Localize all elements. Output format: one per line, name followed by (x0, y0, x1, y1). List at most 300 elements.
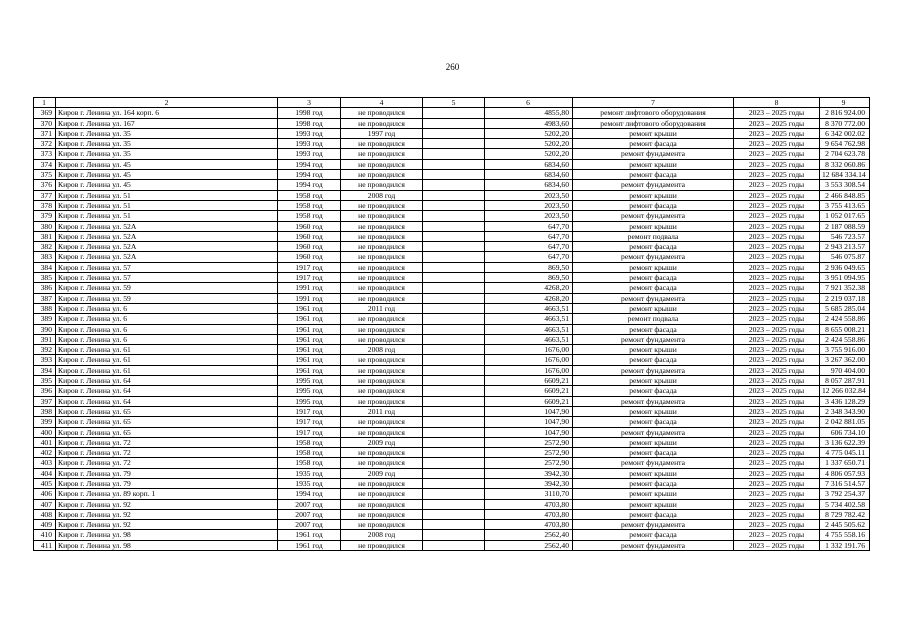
empty-cell (423, 273, 485, 283)
cost-cell: 1 052 017.65 (820, 211, 870, 221)
address-cell: Киров г. Ленина ул. 57 (56, 262, 278, 272)
table-row (34, 448, 870, 458)
build-year-cell: 1958 год (278, 437, 341, 447)
area-cell: 869,50 (485, 273, 573, 283)
address-cell: Киров г. Ленина ул. 52А (56, 231, 278, 241)
work-type-cell: ремонт фасада (573, 170, 734, 180)
cost-cell: 6 342 002.02 (820, 128, 870, 138)
period-cell: 2023 – 2025 годы (734, 314, 820, 324)
area-cell: 6609,21 (485, 396, 573, 406)
period-cell: 2023 – 2025 годы (734, 365, 820, 375)
empty-cell (423, 211, 485, 221)
empty-cell (423, 509, 485, 519)
empty-cell (423, 478, 485, 488)
last-repair-cell: не проводился (341, 417, 423, 427)
table-row (34, 468, 870, 478)
period-cell: 2023 – 2025 годы (734, 211, 820, 221)
build-year-cell: 1917 год (278, 262, 341, 272)
last-repair-cell: не проводился (341, 139, 423, 149)
period-cell: 2023 – 2025 годы (734, 540, 820, 550)
column-number-header: 4 (341, 98, 423, 108)
build-year-cell: 1961 год (278, 314, 341, 324)
area-cell: 1676,00 (485, 355, 573, 365)
last-repair-cell: не проводился (341, 478, 423, 488)
last-repair-cell: не проводился (341, 293, 423, 303)
work-type-cell: ремонт фасада (573, 448, 734, 458)
build-year-cell: 1960 год (278, 242, 341, 252)
column-number-header: 8 (734, 98, 820, 108)
last-repair-cell: 2011 год (341, 406, 423, 416)
build-year-cell: 1935 год (278, 468, 341, 478)
address-cell: Киров г. Ленина ул. 64 (56, 376, 278, 386)
last-repair-cell: 1997 год (341, 128, 423, 138)
table-row (34, 386, 870, 396)
work-type-cell: ремонт фасада (573, 478, 734, 488)
build-year-cell: 1917 год (278, 406, 341, 416)
cost-cell: 2 704 623.78 (820, 149, 870, 159)
build-year-cell: 1998 год (278, 118, 341, 128)
empty-cell (423, 396, 485, 406)
empty-cell (423, 200, 485, 210)
last-repair-cell: не проводился (341, 458, 423, 468)
address-cell: Киров г. Ленина ул. 72 (56, 458, 278, 468)
build-year-cell: 1958 год (278, 211, 341, 221)
cost-cell: 4 806 057.93 (820, 468, 870, 478)
row-number-cell: 394 (34, 365, 56, 375)
empty-cell (423, 118, 485, 128)
address-cell: Киров г. Ленина ул. 52А (56, 252, 278, 262)
period-cell: 2023 – 2025 годы (734, 180, 820, 190)
last-repair-cell: не проводился (341, 211, 423, 221)
work-type-cell: ремонт фасада (573, 139, 734, 149)
build-year-cell: 1994 год (278, 159, 341, 169)
page-number: 260 (445, 62, 460, 72)
period-cell: 2023 – 2025 годы (734, 345, 820, 355)
address-cell: Киров г. Ленина ул. 35 (56, 128, 278, 138)
work-type-cell: ремонт фасада (573, 273, 734, 283)
row-number-cell: 404 (34, 468, 56, 478)
row-number-cell: 391 (34, 334, 56, 344)
row-number-cell: 375 (34, 170, 56, 180)
last-repair-cell: 2009 год (341, 468, 423, 478)
address-cell: Киров г. Ленина ул. 89 корп. 1 (56, 489, 278, 499)
period-cell: 2023 – 2025 годы (734, 252, 820, 262)
cost-cell: 7 316 514.57 (820, 478, 870, 488)
cost-cell: 7 921 352.38 (820, 283, 870, 293)
work-type-cell: ремонт крыши (573, 303, 734, 313)
build-year-cell: 1935 год (278, 478, 341, 488)
empty-cell (423, 448, 485, 458)
last-repair-cell: не проводился (341, 242, 423, 252)
last-repair-cell: 2008 год (341, 190, 423, 200)
table-row (34, 128, 870, 138)
row-number-cell: 397 (34, 396, 56, 406)
address-cell: Киров г. Ленина ул. 6 (56, 324, 278, 334)
address-cell: Киров г. Ленина ул. 64 (56, 386, 278, 396)
last-repair-cell: не проводился (341, 200, 423, 210)
area-cell: 3942,30 (485, 478, 573, 488)
build-year-cell: 1961 год (278, 345, 341, 355)
cost-cell: 3 951 094.95 (820, 273, 870, 283)
work-type-cell: ремонт крыши (573, 190, 734, 200)
address-cell: Киров г. Ленина ул. 65 (56, 406, 278, 416)
empty-cell (423, 427, 485, 437)
row-number-cell: 403 (34, 458, 56, 468)
last-repair-cell: 2008 год (341, 530, 423, 540)
work-type-cell: ремонт крыши (573, 489, 734, 499)
build-year-cell: 1917 год (278, 417, 341, 427)
area-cell: 3942,30 (485, 468, 573, 478)
area-cell: 2023,50 (485, 200, 573, 210)
cost-cell: 4 755 558.16 (820, 530, 870, 540)
area-cell: 6609,21 (485, 376, 573, 386)
build-year-cell: 1961 год (278, 540, 341, 550)
build-year-cell: 1991 год (278, 293, 341, 303)
column-number-header: 2 (56, 98, 278, 108)
cost-cell: 2 187 088.59 (820, 221, 870, 231)
area-cell: 1047,90 (485, 417, 573, 427)
table-row (34, 540, 870, 550)
build-year-cell: 1995 год (278, 396, 341, 406)
empty-cell (423, 262, 485, 272)
row-number-cell: 372 (34, 139, 56, 149)
work-type-cell: ремонт фундамента (573, 427, 734, 437)
period-cell: 2023 – 2025 годы (734, 231, 820, 241)
address-cell: Киров г. Ленина ул. 59 (56, 283, 278, 293)
table-row (34, 345, 870, 355)
last-repair-cell: не проводился (341, 376, 423, 386)
cost-cell: 2 424 558.86 (820, 314, 870, 324)
address-cell: Киров г. Ленина ул. 65 (56, 417, 278, 427)
work-type-cell: ремонт крыши (573, 406, 734, 416)
table-row (34, 324, 870, 334)
build-year-cell: 1961 год (278, 334, 341, 344)
cost-cell: 8 729 782.42 (820, 509, 870, 519)
area-cell: 4268,20 (485, 293, 573, 303)
cost-cell: 2 936 049.65 (820, 262, 870, 272)
period-cell: 2023 – 2025 годы (734, 386, 820, 396)
work-type-cell: ремонт подвала (573, 314, 734, 324)
last-repair-cell: не проводился (341, 159, 423, 169)
build-year-cell: 1917 год (278, 273, 341, 283)
table-row (34, 509, 870, 519)
table-row (34, 149, 870, 159)
last-repair-cell: не проводился (341, 118, 423, 128)
work-type-cell: ремонт фундамента (573, 458, 734, 468)
empty-cell (423, 139, 485, 149)
work-type-cell: ремонт фундамента (573, 365, 734, 375)
last-repair-cell: не проводился (341, 221, 423, 231)
area-cell: 2572,90 (485, 437, 573, 447)
period-cell: 2023 – 2025 годы (734, 273, 820, 283)
build-year-cell: 1958 год (278, 200, 341, 210)
cost-cell: 12 266 032.84 (820, 386, 870, 396)
work-type-cell: ремонт крыши (573, 221, 734, 231)
build-year-cell: 1961 год (278, 355, 341, 365)
work-type-cell: ремонт фундамента (573, 293, 734, 303)
period-cell: 2023 – 2025 годы (734, 376, 820, 386)
area-cell: 1047,90 (485, 406, 573, 416)
row-number-cell: 402 (34, 448, 56, 458)
row-number-cell: 377 (34, 190, 56, 200)
table-row (34, 118, 870, 128)
address-cell: Киров г. Ленина ул. 65 (56, 427, 278, 437)
build-year-cell: 1960 год (278, 221, 341, 231)
empty-cell (423, 437, 485, 447)
empty-cell (423, 180, 485, 190)
period-cell: 2023 – 2025 годы (734, 108, 820, 118)
address-cell: Киров г. Ленина ул. 51 (56, 200, 278, 210)
area-cell: 4268,20 (485, 283, 573, 293)
area-cell: 4663,51 (485, 314, 573, 324)
row-number-cell: 389 (34, 314, 56, 324)
empty-cell (423, 293, 485, 303)
table-row (34, 303, 870, 313)
last-repair-cell: 2008 год (341, 345, 423, 355)
area-cell: 4703,80 (485, 509, 573, 519)
address-cell: Киров г. Ленина ул. 72 (56, 437, 278, 447)
empty-cell (423, 376, 485, 386)
row-number-cell: 398 (34, 406, 56, 416)
area-cell: 2572,90 (485, 448, 573, 458)
build-year-cell: 1991 год (278, 283, 341, 293)
row-number-cell: 388 (34, 303, 56, 313)
build-year-cell: 1958 год (278, 458, 341, 468)
table-row (34, 262, 870, 272)
cost-cell: 3 136 622.39 (820, 437, 870, 447)
build-year-cell: 1994 год (278, 489, 341, 499)
work-type-cell: ремонт подвала (573, 231, 734, 241)
row-number-cell: 383 (34, 252, 56, 262)
cost-cell: 2 445 505.62 (820, 520, 870, 530)
row-number-cell: 376 (34, 180, 56, 190)
period-cell: 2023 – 2025 годы (734, 262, 820, 272)
last-repair-cell: не проводился (341, 334, 423, 344)
cost-cell: 2 042 881.05 (820, 417, 870, 427)
build-year-cell: 1995 год (278, 376, 341, 386)
build-year-cell: 1961 год (278, 365, 341, 375)
period-cell: 2023 – 2025 годы (734, 283, 820, 293)
area-cell: 647,70 (485, 252, 573, 262)
work-type-cell: ремонт фасада (573, 530, 734, 540)
last-repair-cell: не проводился (341, 108, 423, 118)
row-number-cell: 379 (34, 211, 56, 221)
period-cell: 2023 – 2025 годы (734, 139, 820, 149)
cost-cell: 2 943 213.57 (820, 242, 870, 252)
row-number-cell: 382 (34, 242, 56, 252)
empty-cell (423, 417, 485, 427)
address-cell: Киров г. Ленина ул. 167 (56, 118, 278, 128)
empty-cell (423, 540, 485, 550)
work-type-cell: ремонт крыши (573, 499, 734, 509)
build-year-cell: 1958 год (278, 190, 341, 200)
address-cell: Киров г. Ленина ул. 164 корп. 6 (56, 108, 278, 118)
area-cell: 647,70 (485, 221, 573, 231)
period-cell: 2023 – 2025 годы (734, 190, 820, 200)
work-type-cell: ремонт фундамента (573, 149, 734, 159)
empty-cell (423, 520, 485, 530)
work-type-cell: ремонт фасада (573, 417, 734, 427)
build-year-cell: 2007 год (278, 509, 341, 519)
table-row (34, 499, 870, 509)
area-cell: 4663,51 (485, 303, 573, 313)
period-cell: 2023 – 2025 годы (734, 170, 820, 180)
row-number-cell: 390 (34, 324, 56, 334)
empty-cell (423, 458, 485, 468)
period-cell: 2023 – 2025 годы (734, 149, 820, 159)
area-cell: 647,70 (485, 242, 573, 252)
row-number-cell: 381 (34, 231, 56, 241)
area-cell: 6834,60 (485, 170, 573, 180)
build-year-cell: 1917 год (278, 427, 341, 437)
address-cell: Киров г. Ленина ул. 98 (56, 530, 278, 540)
row-number-cell: 371 (34, 128, 56, 138)
table-row (34, 180, 870, 190)
table-row (34, 365, 870, 375)
area-cell: 4663,51 (485, 324, 573, 334)
row-number-cell: 405 (34, 478, 56, 488)
address-cell: Киров г. Ленина ул. 52А (56, 221, 278, 231)
address-cell: Киров г. Ленина ул. 35 (56, 139, 278, 149)
work-type-cell: ремонт фундамента (573, 540, 734, 550)
table-row (34, 334, 870, 344)
row-number-cell: 406 (34, 489, 56, 499)
table-row (34, 437, 870, 447)
work-type-cell: ремонт фасада (573, 200, 734, 210)
table-header-row (34, 98, 870, 108)
cost-cell: 4 775 045.11 (820, 448, 870, 458)
work-type-cell: ремонт крыши (573, 437, 734, 447)
table-row (34, 200, 870, 210)
work-type-cell: ремонт фундамента (573, 252, 734, 262)
build-year-cell: 2007 год (278, 499, 341, 509)
table-row (34, 252, 870, 262)
table-body (34, 98, 870, 551)
period-cell: 2023 – 2025 годы (734, 334, 820, 344)
empty-cell (423, 170, 485, 180)
row-number-cell: 380 (34, 221, 56, 231)
area-cell: 1047,90 (485, 427, 573, 437)
period-cell: 2023 – 2025 годы (734, 396, 820, 406)
period-cell: 2023 – 2025 годы (734, 118, 820, 128)
column-number-header: 3 (278, 98, 341, 108)
area-cell: 4703,80 (485, 499, 573, 509)
area-cell: 2023,50 (485, 190, 573, 200)
address-cell: Киров г. Ленина ул. 61 (56, 365, 278, 375)
last-repair-cell: не проводился (341, 273, 423, 283)
last-repair-cell: не проводился (341, 499, 423, 509)
period-cell: 2023 – 2025 годы (734, 509, 820, 519)
last-repair-cell: не проводился (341, 283, 423, 293)
cost-cell: 2 816 924.00 (820, 108, 870, 118)
period-cell: 2023 – 2025 годы (734, 406, 820, 416)
work-type-cell: ремонт фасада (573, 324, 734, 334)
row-number-cell: 373 (34, 149, 56, 159)
last-repair-cell: не проводился (341, 262, 423, 272)
empty-cell (423, 345, 485, 355)
table-row (34, 242, 870, 252)
build-year-cell: 1960 год (278, 252, 341, 262)
last-repair-cell: не проводился (341, 149, 423, 159)
work-type-cell: ремонт фундамента (573, 211, 734, 221)
work-type-cell: ремонт фундамента (573, 334, 734, 344)
table-row (34, 396, 870, 406)
work-type-cell: ремонт крыши (573, 159, 734, 169)
row-number-cell: 400 (34, 427, 56, 437)
empty-cell (423, 242, 485, 252)
area-cell: 6834,60 (485, 159, 573, 169)
area-cell: 4663,51 (485, 334, 573, 344)
address-cell: Киров г. Ленина ул. 72 (56, 448, 278, 458)
period-cell: 2023 – 2025 годы (734, 478, 820, 488)
build-year-cell: 1958 год (278, 448, 341, 458)
cost-cell: 2 219 037.18 (820, 293, 870, 303)
cost-cell: 3 755 916.00 (820, 345, 870, 355)
last-repair-cell: не проводился (341, 448, 423, 458)
cost-cell: 970 404.00 (820, 365, 870, 375)
period-cell: 2023 – 2025 годы (734, 159, 820, 169)
address-cell: Киров г. Ленина ул. 79 (56, 468, 278, 478)
table-row (34, 221, 870, 231)
row-number-cell: 411 (34, 540, 56, 550)
table-row (34, 293, 870, 303)
cost-cell: 8 332 060.86 (820, 159, 870, 169)
period-cell: 2023 – 2025 годы (734, 128, 820, 138)
last-repair-cell: не проводился (341, 252, 423, 262)
period-cell: 2023 – 2025 годы (734, 520, 820, 530)
period-cell: 2023 – 2025 годы (734, 458, 820, 468)
row-number-cell: 408 (34, 509, 56, 519)
address-cell: Киров г. Ленина ул. 92 (56, 520, 278, 530)
table-row (34, 520, 870, 530)
address-cell: Киров г. Ленина ул. 52А (56, 242, 278, 252)
empty-cell (423, 231, 485, 241)
area-cell: 5202,20 (485, 139, 573, 149)
cost-cell: 8 655 008.21 (820, 324, 870, 334)
address-cell: Киров г. Ленина ул. 79 (56, 478, 278, 488)
table-row (34, 355, 870, 365)
empty-cell (423, 386, 485, 396)
row-number-cell: 396 (34, 386, 56, 396)
empty-cell (423, 252, 485, 262)
last-repair-cell: не проводился (341, 231, 423, 241)
last-repair-cell: не проводился (341, 396, 423, 406)
area-cell: 1676,00 (485, 345, 573, 355)
period-cell: 2023 – 2025 годы (734, 468, 820, 478)
cost-cell: 2 348 343.90 (820, 406, 870, 416)
address-cell: Киров г. Ленина ул. 6 (56, 303, 278, 313)
empty-cell (423, 324, 485, 334)
cost-cell: 546 723.57 (820, 231, 870, 241)
table-row (34, 159, 870, 169)
address-cell: Киров г. Ленина ул. 6 (56, 334, 278, 344)
table-row (34, 273, 870, 283)
address-cell: Киров г. Ленина ул. 6 (56, 314, 278, 324)
empty-cell (423, 149, 485, 159)
address-cell: Киров г. Ленина ул. 59 (56, 293, 278, 303)
empty-cell (423, 468, 485, 478)
cost-cell: 3 553 308.54 (820, 180, 870, 190)
empty-cell (423, 365, 485, 375)
repair-registry-table (33, 97, 870, 551)
work-type-cell: ремонт крыши (573, 128, 734, 138)
row-number-cell: 384 (34, 262, 56, 272)
period-cell: 2023 – 2025 годы (734, 499, 820, 509)
build-year-cell: 1994 год (278, 170, 341, 180)
empty-cell (423, 334, 485, 344)
column-number-header: 5 (423, 98, 485, 108)
build-year-cell: 2007 год (278, 520, 341, 530)
